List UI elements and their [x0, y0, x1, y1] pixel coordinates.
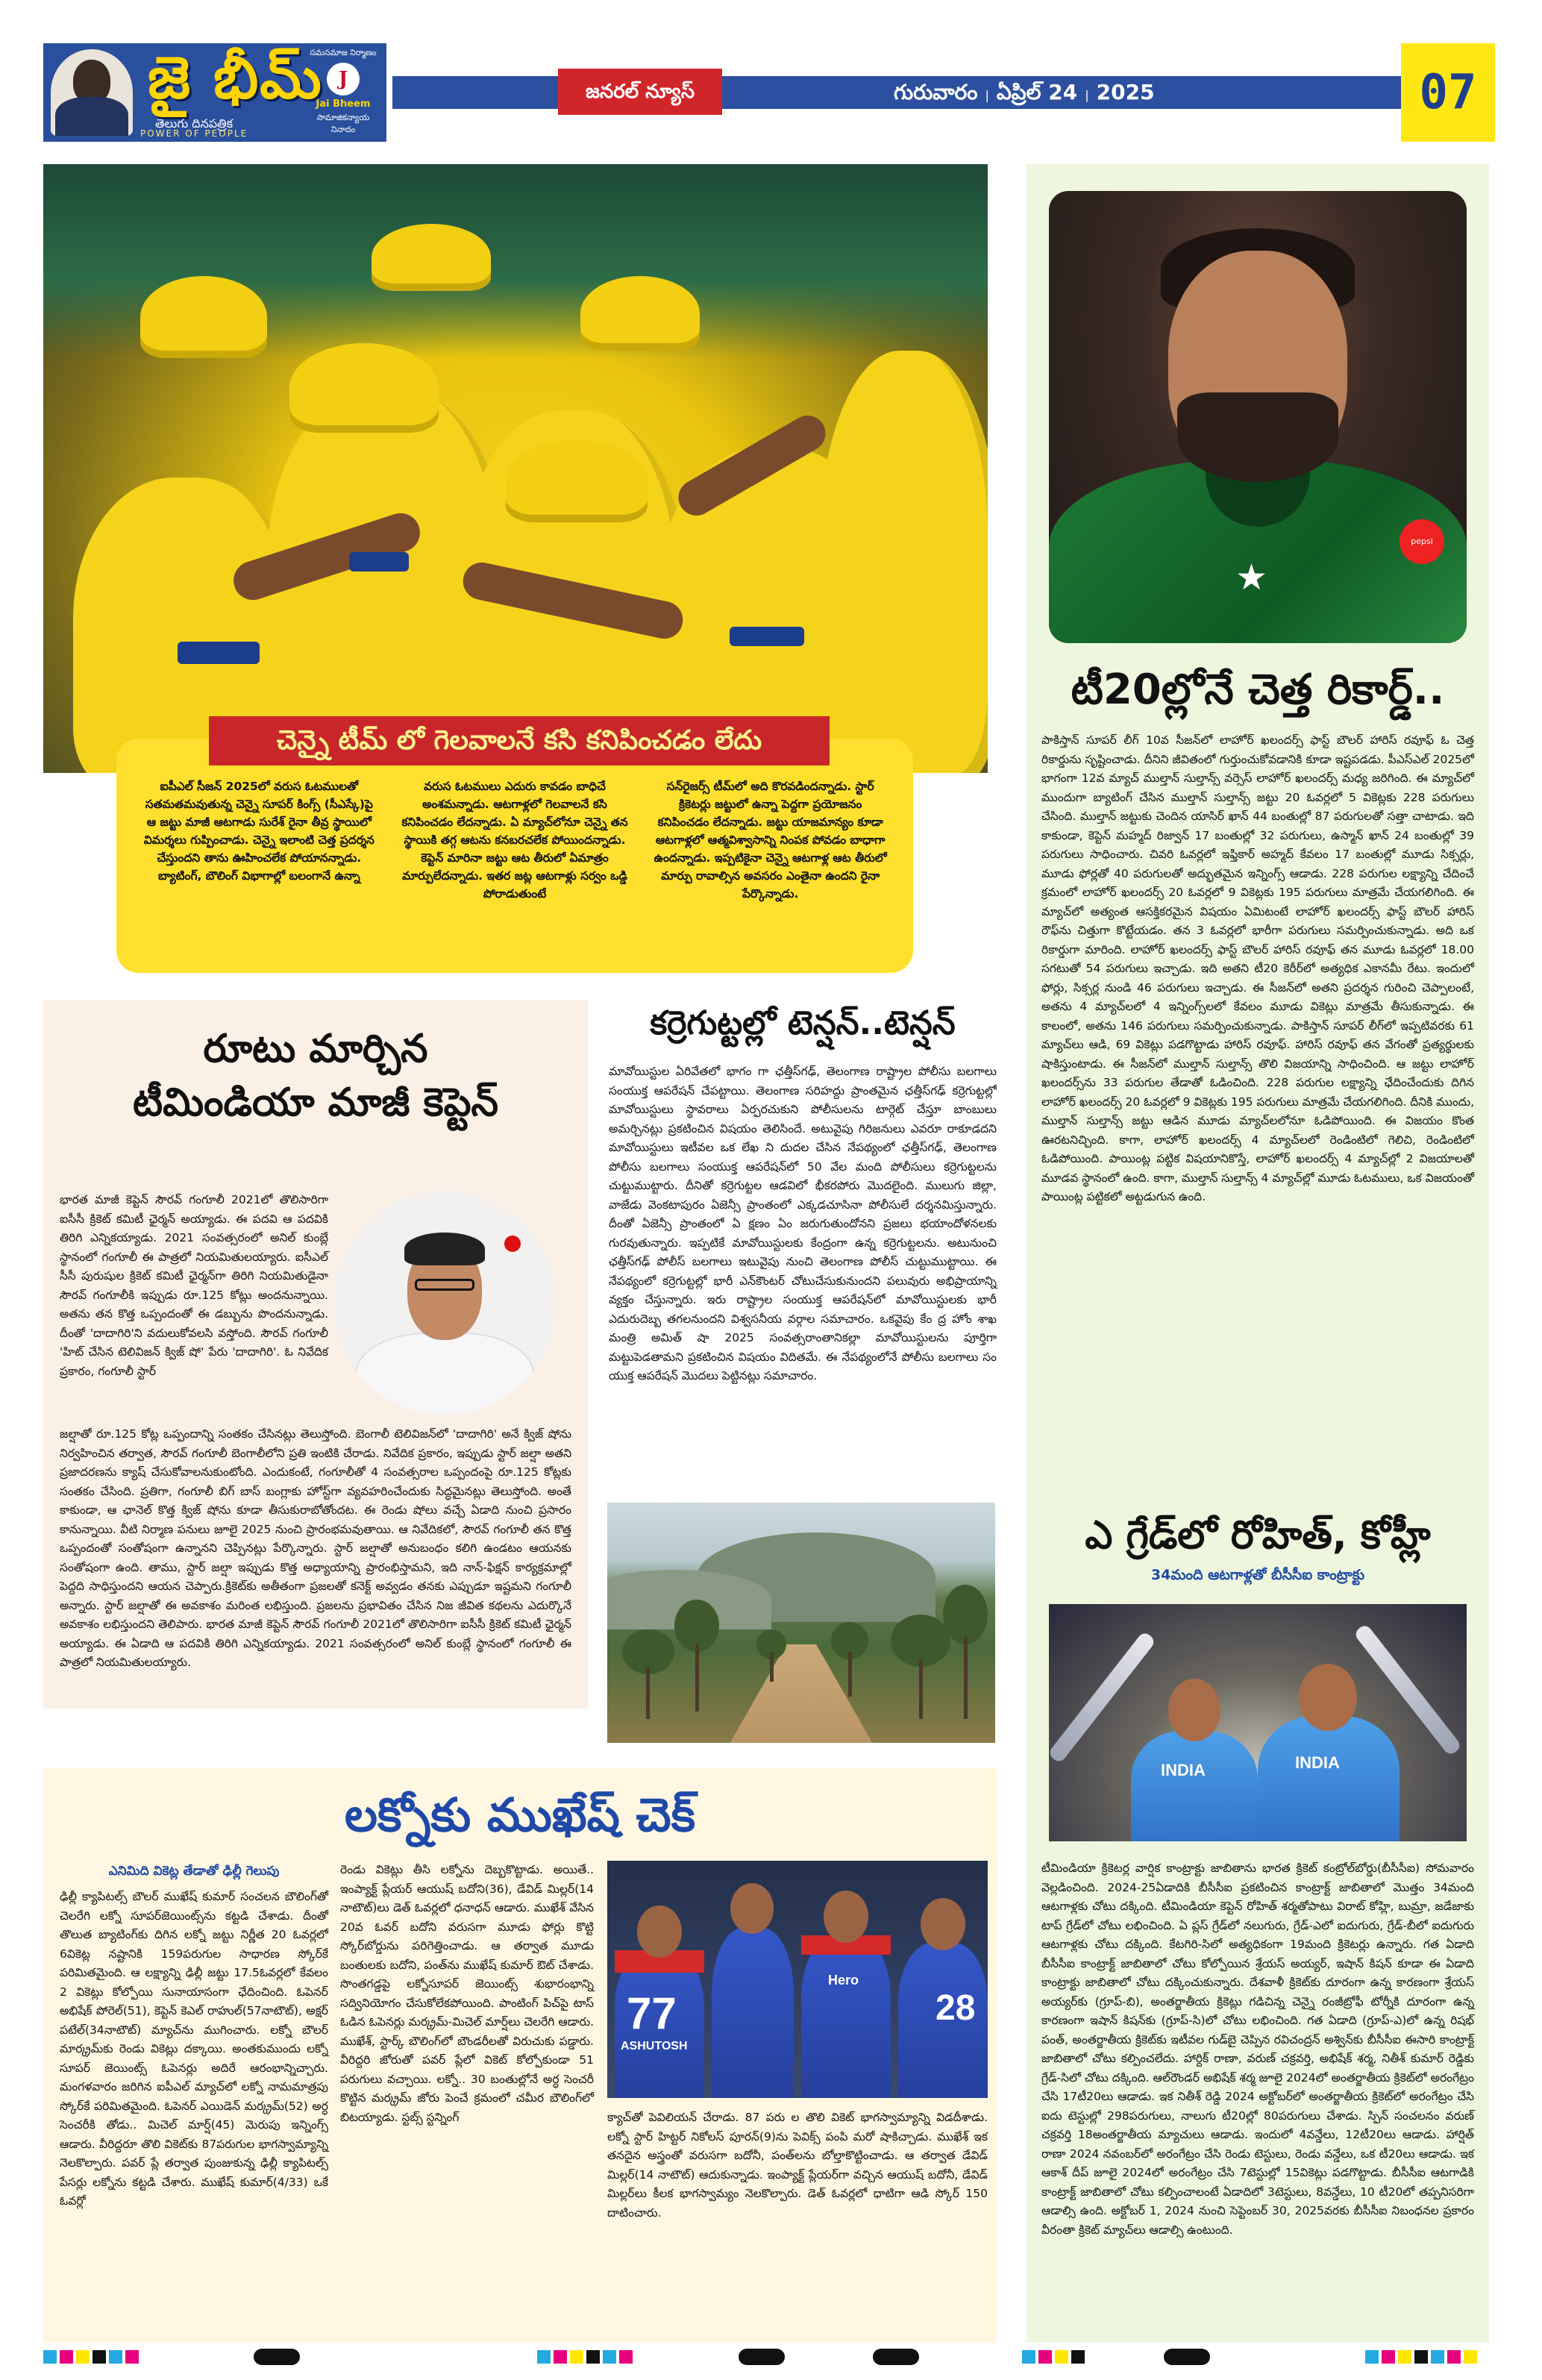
- section-tab[interactable]: జనరల్ న్యూస్: [558, 69, 722, 115]
- print-register-mark: [1164, 2349, 1210, 2365]
- grade-subheadline: 34మంది ఆటగాళ్లతో బీసీసీఐ కాంట్రాక్టు: [1150, 1567, 1365, 1583]
- csk-story-col-2: వరుస ఓటములు ఎదురు కావడం బాధిచే అంశమన్నాడు. ఆటగాళ్లలో గెలవాలనే కసి కనిపించడం లేదన్నాడు. ఏ మ్యాచ్‌లోనూ చెన్నై తన స్థాయికి తగ్గ ఆటను కనబరచలేక పోయిందన్నాడు. కెప్టెన్ మారినా జట్టు ఆట తీరులో ఏమాత్రం మార్పులేదన్నాడు. ఇతర జట్ల ఆటగాళ్లు సర్వం ఒడ్డి పోరాడుతుంటే: [401, 780, 628, 901]
- haris-rauf-photo: [1049, 191, 1467, 643]
- jersey-sponsor: Hero: [828, 1973, 859, 1988]
- mukesh-article-body-bottom: క్యాచ్‌తో పెవిలియన్ చేరాడు. 87 పరు ల తొలి వికెట్ భాగస్వామ్యాన్ని విడదీశాడు. లక్నో స్టార్ హిట్టర్ నికోలస్ పూరన్(9)ను పెవిక్స్ పంపి మరో షాకిచ్చాడు. ముఖేశ్ ఇక తనదైన అస్త్రంతో వరుసగా బదోనీ, పంత్‌లను బోల్తాకొట్టించాడు. ఆ తర్వాత డేవిడ్ మిల్లర్(14 నాటౌట్) ఆదుకున్నాడు. ఇంప్యాక్ట్ ప్లేయర్‌గా వచ్చిన ఆయుష్ బదోనీ, డేవిడ్ మిల్లర్‌లు కీలక భాగస్వామ్యం నెలకొల్పారు. డెత్ ఓవర్లలో ధాటిగా ఆడి స్కోర్ 150 దాటించారు.: [607, 2111, 988, 2220]
- newspaper-logo[interactable]: [43, 43, 386, 142]
- pakistan-star-icon: ★: [1235, 557, 1268, 598]
- cricket-ball-icon: [504, 1236, 521, 1252]
- issue-date: [894, 76, 1155, 109]
- page-number: 07: [1401, 43, 1495, 142]
- print-color-marks: [43, 2350, 139, 2364]
- mukesh-headline[interactable]: లక్నోకు ముఖేష్ చెక్: [345, 1788, 695, 1842]
- jersey-number: 28: [935, 1988, 976, 2028]
- logo-side-bottom: సామాజికన్యాయ నినాదం: [316, 113, 370, 134]
- ganguly-headline[interactable]: [43, 1022, 588, 1130]
- masthead: [43, 43, 1495, 142]
- ganguly-article-body-bottom: జల్షాతో రూ.125 కోట్ల ఒప్పందాన్ని సంతకం చేసినట్లు తెలుస్తోంది. బెంగాలీ టెలివిజన్‌లో 'దాదాగిరి' అనే క్విజ్ షోను నిర్వహించిన తర్వాత, సౌరవ్ గంగూలీ బెంగాలీలోని ప్రతి ఇంటికి చేరాడు. నివేదిక ప్రకారం, ఇప్పుడు స్టార్ జల్షా అతని ప్రజాదరణను క్యాష్ చేసుకోవాలనుకుంటోంది. ఎందుకంటే, గంగూలీతో 4 సంవత్సరాల ఒప్పందంపై రూ.125 కోట్లకు సంతకం చేసింది. ప్రతిగా, గంగూలీ బిగ్ బాస్ బంగ్లాకు హోస్ట్‌గా వ్యవహరించేందుకు సిద్ధమైనట్లు తెలుస్తోంది. అంతే కాకుండా, ఆ ఛానెల్ కొత్త క్విజ్ షోను కూడా తీసుకురాబోతోందట. ఈ రెండు షోలు వచ్చే ఏడాది నుంచి ప్రసారం కానున్నాయి. వీటి నిర్మాణ పనులు జూలై 2025 నుంచి ప్రారంభమవుతాయి. ఆ నివేదికలో, సౌరవ్ గంగూలీ తన కొత్త ఒప్పందంతో సంతోషంగా ఉన్నానని చెప్పినట్లు పేర్కొన్నారు. స్టార్ జల్షాతో అనుబంధం కలిగి ఉండటం ఆయనకు సంతోషంగా ఉంది. తాము, స్టార్ జల్షా ఇప్పుడు కొత్త అధ్యాయాన్ని ప్రారంభిస్తామని, ఇది నాన్-ఫిక్షన్ కార్యక్రమాల్లో పెద్దది సాధిస్తుందని ఆయన చెప్పారు.క్రికెట్‌కు అతీతంగా ప్రజలతో కనెక్ట్ అవ్వడం తనకు ఎప్పుడూ ఇష్టమని గంగూలీ అన్నారు. స్టార్ జల్షాతో ఈ అవకాశం మరింత లభిస్తుంది. ప్రజలను ప్రభావితం చేసిన నిజ జీవిత కథలను ఎదుర్కొనే అవకాశం లభిస్తుందని తెలిపారు. భారత మాజీ కెప్టెన్ సౌరవ్ గంగూలీ 2021లో తొలిసారిగా ఐసీసీ క్రికెట్ కమిటీ ఛైర్మన్ అయ్యాడు. ఈ ఏడాది ఆ పదవికి తిరిగి ఎన్నికయ్యాడు. 2021 సంవత్సరంలో అనిల్ కుంబ్లే స్థానంలో గంగూలీ ఈ పాత్రలో నియమితులయ్యారు.: [60, 1427, 571, 1669]
- print-color-marks: [537, 2350, 633, 2364]
- sourav-ganguly-photo: [333, 1191, 557, 1415]
- logo-side-brand: Jai Bheem: [316, 98, 371, 110]
- grade-headline[interactable]: ఎ గ్రేడ్‌లో రోహిత్, కోహ్లీ: [1085, 1513, 1431, 1558]
- karregutta-headline[interactable]: కర్రెగుట్టల్లో టెన్షన్..టెన్షన్: [650, 1004, 956, 1042]
- csk-team-huddle-photo: [43, 164, 988, 773]
- logo-title: జై భీమ్: [148, 45, 323, 112]
- ganguly-headline-line-2: టీమిండియా మాజీ కెప్టెన్: [132, 1080, 499, 1125]
- date-separator: |: [1085, 88, 1089, 102]
- date-separator: |: [985, 88, 989, 102]
- issue-month: ఏప్రిల్: [996, 80, 1041, 104]
- print-register-mark: [254, 2349, 300, 2365]
- csk-headline[interactable]: చెన్నై టీమ్ లో గెలవాలనే కసి కనిపించడం లేదు: [209, 716, 830, 765]
- logo-side-block: [304, 48, 382, 137]
- india-jersey-text: INDIA: [1295, 1753, 1340, 1772]
- jersey-name: ASHUTOSH: [621, 2040, 688, 2052]
- issue-date-number: 24: [1048, 80, 1078, 104]
- csk-story-box: [116, 739, 913, 973]
- jersey-number: 77: [627, 1988, 677, 2038]
- ganguly-article-body-top: భారత మాజీ కెప్టెన్ సౌరవ్ గంగూలీ 2021లో తొలిసారిగా ఐసీసీ క్రికెట్ కమిటీ ఛైర్మన్ అయ్యాడు. ఈ పదవి ఆ పదవికి తిరిగి ఎన్నికయ్యాడు. 2021 సంవత్సరంలో అనిల్ కుంబ్లే స్థానంలో గంగూలీ ఈ పాత్రలో నియమితులయ్యారు. ఐసీఎల్ సీసీ పురుషుల క్రికెట్ కమిటీ ఛైర్మన్‌గా తిరిగి నియమితుడైనా సౌరవ్ గంగూలీకి ఇప్పుడు రూ.125 కోట్లు అందనున్నాయి. అతను తన కొత్త ఒప్పందంతో ఈ డబ్బును పొందనున్నాడు. దీంతో 'దాదాగిరి'ని వదులుకోవలసి వస్తోంది. సౌరవ్ గంగూలీ 'హిట్ చేసిన టెలివిజన్ క్విజ్ షో' పేరు 'దాదాగిరి'. ఓ నివేదిక ప్రకారం, గంగూలీ స్టార్: [60, 1193, 328, 1378]
- forest-road-photo: [607, 1503, 995, 1743]
- ganguly-headline-line-1: రూటు మార్చిన: [203, 1027, 428, 1071]
- right-column: [1027, 164, 1489, 2343]
- print-color-marks: [1022, 2350, 1085, 2364]
- grade-article-body: టీమిండియా క్రికెటర్ల వార్షిక కాంట్రాక్టు జాబితాను భారత క్రికెట్ కంట్రోల్‌బోర్డు(బీసీసీఐ) సోమవారం వెల్లడించింది. 2024-25ఏడాదికి బీసీసీఐ ప్రకటించిన కాంట్రాక్ట్ జాబితాలో మొత్తం 34మంది ఆటగాళ్లకు చోటు దక్కింది. టీమిండియా కెప్టెన్ రోహిత్ శర్మతోపాటు విరాట్ కోహ్లి, బుమ్రా, జడేజాకు టాప్ గ్రేడ్‌లో చోటు లభించింది. ఏ ప్లస్ గ్రేడ్‌లో నలుగురు, గ్రేడ్-ఎలో ఐదుగురు, గ్రేడ్-బీలో ఐదుగురు ఆటగాళ్లకు చోటు దక్కింది. కేటగిరి-సిలో అత్యధికంగా 19మంది క్రికెటర్లు ఉన్నారు. గత ఏడాది బీసీసీఐ కాంట్రాక్ట్ జాబితాలో చోటు కోల్పోయిన శ్రేయస్ అయ్యర్, ఇషాన్ కిషన్ కూడా ఈ ఏడాది కాంట్రాక్టు జాబితాలో చోటు దక్కించుకున్నారు. దేశవాళీ క్రికెట్‌కు దూరంగా ఉన్న కారణంగా శ్రేయస్ అయ్యర్‌కు (గ్రూప్-బి), అంతర్జాతీయ క్రికెట్లు గడిచిన్న చెన్నై రంజీట్రోఫీ టోర్నీకి దూరంగా ఉన్న కారణంగా ఇషాన్ కిషన్‌కు (గ్రూప్-సి)లో చోటు లభించింది. గత ఏడాది (గ్రూప్-ఎ)లో ఉన్న రిషభ్ పంత్, అంతర్జాతీయ క్రికెట్‌కు ఇటీవల గుడ్‌బై చెప్పిన రవిచంద్రన్ అశ్విన్‌కు బీసీసీఐ ఈసారి కాంట్రాక్ట్ జాబితాలో చోటు కల్పించలేదు. హార్దిక్ రాణా, వరుణ్ చక్రవర్తి, అభిషేక్ శర్మ, నితీశ్ కుమార్ రెడ్డికు గ్రేడ్-సిలో చోటు దక్కింది. ఆల్‌రౌండర్ అభిషేక్ శర్మ జూలై 2024లో అంతర్జాతీయ క్రికెట్‌లో అరంగేట్రం చేసి 17టీ20లు ఆడాడు. ఇక నితీశ్ రెడ్డి 2024 అక్టోబర్‌లో అంతర్జాతీయ క్రికెట్‌లో అరంగేట్రం చేసి ఐదు టెస్టుల్లో 298పరుగులు, నాలుగు టీ20ల్లో 80పరుగులు చేశాడు. స్పిన్ సంచలనం వరుణ్ చక్రవర్తి 18అంతర్జాతీయ మ్యాచులు ఆడాడు. ఇందులో 4వన్డేలు, 12టీ20లు ఆడాడు. హార్షిత్ రాణా 2024 నవంబర్‌లో అరంగేట్రం చేసి రెండు టెస్టులు, రెండు వన్డేలు, ఒక టీ20లు ఆడాడు. ఇక ఆకాశ్ దీప్ జూలై 2024లో అరంగేట్రం చేసి 7టెస్టుల్లో 15వికెట్లు పడగొట్టాడు. బీసీసీఐ ఆటగాడికి కాంట్రాక్ట్ జాబితాలో చోటు కల్పించాలంటే ఏడాదిలో 3టెస్టులు, 8వన్డేలు, 10 టీ20లో తప్పనిసరిగా ఆడాల్సి ఉంది. అక్టోబర్ 1, 2024 నుంచి సెప్టెంబర్ 30, 2025వరకు బీసీసీఐ నిబంధనల ప్రకారం వీరంతా క్రికెట్ మ్యాచ్‌లు ఆడాల్సి ఉంటుంది.: [1041, 1861, 1474, 2237]
- csk-story-col-3: సన్‌రైజర్స్ టీమ్‌లో అది కొరవడిందన్నాడు. స్టార్ క్రికెటర్లు జట్టులో ఉన్నా పెద్దగా ప్రయోజనం కనిపించడం లేదన్నాడు. జట్టు యాజమాన్యం కూడా ఆటగాళ్లలో ఆత్మవిశ్వాసాన్ని నింపక పోవడం బాధాగా ఉందన్నాడు. ఇప్పటికైనా చెన్నై ఆటగాళ్ల ఆట తీరులో మార్పు రావాల్సిన అవసరం ఎంతైనా ఉందని రైనా పేర్కొన్నాడు.: [654, 780, 887, 901]
- jai-bheem-mark-icon: J: [327, 63, 360, 95]
- india-jersey-text: INDIA: [1161, 1761, 1206, 1779]
- ganguly-story: [43, 1000, 588, 1709]
- logo-subtitle: తెలుగు దినపత్రిక: [155, 116, 234, 131]
- mukesh-story: [43, 1768, 997, 2343]
- delhi-capitals-players-photo: [607, 1861, 988, 2098]
- print-register-mark: [873, 2349, 919, 2365]
- print-color-marks: [1365, 2350, 1477, 2364]
- logo-side-top: సమసమాజ నిర్మాణం: [310, 48, 377, 57]
- mukesh-article-body-left: ఢిల్లీ క్యాపిటల్స్ బౌలర్ ముఖేష్ కుమార్ సంచలన బౌలింగ్‌తో చెలరేగి లక్నో సూపర్‌జెయింట్స్‌ను కట్టడి చేశాడు. దీంతో తొలుత బ్యాటింగ్‌కు దిగిన లక్నో జట్టు నిర్ణీత 20 ఓవర్లలో 6వికెట్ల నష్టానికి 159పరుగుల సాధారణ స్కోర్‌కే పరిమితమైంది. ఆ లక్ష్యాన్ని ఢిల్లీ జట్టు 17.5ఓవర్లలో కేవలం 2 వికెట్లు కోల్పోయి సునాయాసంగా ఛేదించింది. ఓపెనర్ అభిషేక్ పోరెల్(51), కెప్టెన్ కెఎల్ రాహుల్(57నాటౌట్), అక్షర్ పటేల్(34నాటౌట్) మ్యాచ్‌ను ముగించారు. లక్నో బౌలర్ మార్క్రమ్‌కు రెండు వికెట్లు దక్కాయి. అంతకుముందు లక్నో సూపర్ జెయింట్స్ ఓపెనర్లు అదిరే ఆరంభాన్నిచ్చారు. మంగళవారం జరిగిన ఐపీఎల్ మ్యాచ్‌లో లక్నో నామమాత్రపు స్కోర్‌కే పరిమితమైంది. ఓపెనర్ ఎయిడెన్ మర్క్రమ్(52) అర్ధ సెంచరీకి తోడు.. మిచెల్ మార్ష్(45) మెరుపు ఇన్నింగ్స్ ఆడారు. వీరిద్దరూ తొలి వికెట్‌కు 87పరుగుల భాగస్వామ్యాన్ని నెలకొల్పారు. పవర్ ప్లే తర్వాత పుంజుకున్న ఢిల్లీ క్యాపిటల్స్ పేసర్లు లక్నోను కట్టడి చేశారు. ముఖేష్ కుమార్(4/33) ఒకే ఓవర్లో: [60, 1890, 328, 2208]
- jersey-sponsor-logo: pepsi: [1400, 519, 1444, 564]
- karregutta-article-body: మావోయిస్టుల ఏరివేతలో భాగం గా ఛత్తీస్‌గఢ్, తెలంగాణ రాష్ట్రాల పోలీసు బలగాలు సంయుక్త ఆపరేషన్ చేపట్టాయి. తెలంగాణ సరిహద్దు ప్రాంతమైన ఛత్తీస్‌గఢ్ కర్రెగుట్టల్లో మావోయిస్టులు స్థావరాలు ఏర్పరచుకుని పోలీసులను టార్గెట్ చేస్తూ బాంబులు అమర్చినట్లు ప్రకటించిన విషయం తెలిసిందే. అటువైపు గిరిజనులు ఎవరూ రాకూడదని మావోయిస్టులు ఇటీవల ఒక లేఖ ని దుదల చేసిన నేపథ్యంలో ఛత్తీస్‌గఢ్, తెలంగాణ పోలీసు బలగాలు సంయుక్త ఆపరేషన్‌లో 50 వేల మంది పోలీసులు కర్రెగుట్టలను చుట్టుముట్టారు. దీనితో కర్రెగుట్టల ఆడవిలో భీకరపోరు మొదలైంది. ములుగు జిల్లా, వాజేడు వెంకటాపురం ఏజెన్సీ ప్రాంతంలో ఎక్కడచూసినా పోలీసులే దర్శనమిస్తున్నారు. దీంతో ఏజెన్సీ ప్రాంతంలో ఏ క్షణం ఏం జరుగుతుందోనని ప్రజలు భయాందోళనలకు గురవుతున్నారు. ఇప్పటికే మావోయిస్టులకు కేంద్రంగా ఉన్న కర్రెగుట్టలను. అటునుంచి ఛత్తీస్‌గఢ్ పోలీస్ బలగాలు ఇటువైపు నుంచి తెలంగాణ పోలీస్ చుట్టుముట్టాయి. ఈ నేపథ్యంలో కర్రెగుట్టల్లో భారీ ఎన్‌కౌంటర్ చోటుచేసుకునుందని పలువురు అభిప్రాయాన్ని వ్యక్తం చేస్తున్నారు. ఇరు రాష్ట్రాల సంయుక్త ఆపరేషన్‌లో మావోయిస్టులకు భారీ ఎదురుదెబ్బ తగలనుందని విశ్వసనీయ వర్గాల సమాచారం. ఒకవైపు కేం ద్ర హోం శాఖ మంత్రి అమిత్ షా 2025 సంవత్సరాంతానికల్లా మావోయిస్టులను పూర్తిగా మట్టుపెడతామని ప్రకటించిన విషయం విదితమే. ఈ నేపథ్యంలోనే పోలీసు బలగాలు సం యుక్త ఆపరేషన్ మొదలు పెట్టినట్లు సమాచారం.: [609, 1065, 997, 1382]
- rauf-headline[interactable]: టీ20ల్లోనే చెత్త రికార్డ్..: [1071, 666, 1445, 714]
- mukesh-article-body-mid: రెండు వికెట్లు తీసి లక్నోను దెబ్బకొట్టాడు. అయితే.. ఇంప్యాక్ట్ ప్లేయర్ ఆయుష్ బదోని(36), డేవిడ్ మిల్లర్(14 నాటౌట్)లు డెత్ ఓవర్లలో ధనాధన్ ఆడారు. ముఖేశ్ వేసిన 20వ ఓవర్ బదోని వరుసగా మూడు ఫోర్లు కొట్టి స్కోర్‌బోర్డును పరిగెత్తించాడు. ఆ తర్వాత మూడు బంతులకు బదోని, పంత్‌ను ముఖేష్ కుమార్ ఔట్ చేశాడు. సొంతగడ్డపై లక్నోసూపర్ జెయింట్స్ శుభారంభాన్ని సద్వినియోగం చేసుకోలేకపోయింది. పాంటింగ్ పిచ్‌పై టాస్ ఓడిన ఓపెనర్లు మర్క్రమ్-మిచెల్ మార్ష్‌లు చెలరేగి ఆడారు. ముఖేశ్, స్టార్క్ బౌలింగ్‌లో బౌండరీలతో విరుచుకు పడ్డారు. వీరిద్దరి జోరుతో పవర్ ప్లేలో వికెట్ కోల్పోకుండా 51 పరుగులు వచ్చాయి. లక్నో.. 30 బంతుల్లోనే అర్ధ సెంచరీ కొట్టిన మర్క్రమ్ జోరు పెంచే క్రమంలో చమీర బౌలింగ్‌లో బిటయ్యాడు. స్టబ్స్ స్టన్నింగ్: [340, 1863, 594, 2124]
- issue-day: గురువారం: [894, 80, 978, 104]
- rohit-kohli-trophy-photo: [1049, 1604, 1467, 1841]
- logo-tagline: POWER OF PEOPLE: [140, 128, 248, 139]
- rauf-article-body: పాకిస్తాన్ సూపర్ లీగ్ 10వ సీజన్‌లో లాహోర్ ఖలందర్స్ ఫాస్ట్ బౌలర్ హారిస్ రవూఫ్ ఓ చెత్త రికార్డును సృష్టించాడు. దీనిని జీవితంలో గుర్తుంచుకోవడానికి కూడా ఇష్టపడడు. పీఎస్ఎల్ 2025లో భాగంగా 12వ మ్యాచ్ ముల్తాన్ సుల్తాన్స్ వర్సెస్ లాహోర్ ఖలందర్స్ మధ్య జరిగింది. ఈ మ్యాచ్‌లో ముందుగా బ్యాటింగ్ చేసిన ముల్తాన్ సుల్తాన్స్ జట్టు 20 ఓవర్లలో 5 వికెట్లకు 228 పరుగులు చేసింది. ముల్తాన్ జట్టుకు చెందిన యాసిర్ ఖాన్ 44 బంతుల్లో 87 పరుగులతో సత్తా చాటాడు. ఇది కాకుండా, కెప్టెన్ మహ్మద్ రిజ్వాన్ 17 బంతుల్లో 32 పరుగులు, ఉస్మాన్ ఖాన్ 24 బంతుల్లో 39 పరుగులు సాధించారు. చివరి ఓవర్లలో ఇఫ్తికార్ అహ్మద్ కేవలం 17 బంతుల్లో మూడు సిక్సర్లు, మూడు ఫోర్లతో 40 పరుగులతో అద్భుతమైన ఇన్నింగ్స్ ఆడాడు. 228 పరుగుల లక్ష్యాన్ని చేదించే క్రమంలో లాహోర్ ఖలందర్స్ 20 ఓవర్లలో 9 వికెట్లకు 195 పరుగులు మాత్రమే చేయగలిగింది. ఈ మ్యాచ్‌లో అత్యంత ఆసక్తికరమైన విషయం ఏమిటంటే లాహోర్ ఖలందర్స్ ఫాస్ట్ బౌలర్ హారిస్ రౌఫ్‌ను చిత్తుగా కొట్టేయడం. తన 3 ఓవర్లలో భారీగా పరుగులు సమర్పించుకున్నాడు. అది ఒక రికార్డుగా మారింది. లాహోర్ ఖలందర్స్ ఫాస్ట్ బౌలర్ హారిస్ రవూఫ్ తన మూడు ఓవర్లలో 18.00 సగటుతో 54 పరుగులు ఇచ్చాడు. ఇది అతని టీ20 కెరీర్‌లో అత్యధిక ఎకానమీ రేటు. ఇందులో ఫోర్లు, సిక్సర్ల నుండి 46 పరుగులు ఇచ్చాడు. ఈ సీజన్‌లో అతని ప్రదర్శన గురించి చెప్పాలంటే, అతను 4 మ్యాచ్‌లలో 4 ఇన్నింగ్స్‌లలో కేవలం మూడు వికెట్లు మాత్రమే తీసుకున్నాడు. ఈ కాలంలో, అతను 146 పరుగులు సమర్పించుకున్నాడు. పాకిస్తాన్ సూపర్ లీగ్‌లో ఇప్పటివరకు 61 మ్యాచ్‌లు ఆడి, 69 వికెట్లు పడగొట్టాడు హారిస్ రవూఫ్. హారిస్ రవూఫ్ తన వేగంతో ప్రత్యర్థులకు షాకిస్తుంటాడు. ఈ సీజన్‌లో ముల్తాన్ సుల్తాన్స్ తొలి విజయాన్ని సాధించింది. ఆ జట్టు లాహోర్ ఖలందర్స్‌ను 33 పరుగుల తేడాతో ఓడించింది. 228 పరుగుల లక్ష్యాన్ని ఛేదించేందుకు దిగిన లాహోర్ ఖలందర్స్ 20 ఓవర్లలో 9 వికెట్లకు 195 పరుగులు మాత్రమే చేయగలిగింది. దీనికి ముందు, ముల్తాన్ సుల్తాన్స్ జట్టు ఆడిన మూడు మ్యాచ్‌లలోనూ ఓడిపోయింది. ఈ విజయం కొంత ఊరటనిచ్చింది. కాగా, లాహోర్ ఖలందర్స్ 4 మ్యాచ్‌లలో రెండింటిలో గెలిచి, రెండింటిలో ఓడిపోయింది. పాయింట్ల పట్టిక విషయానికొస్తే, లాహోర్ ఖలందర్స్ 4 మ్యాచ్‌ల్లో 2 విజయాలతో మూడవ స్థానంలో ఉంది. కాగా, ముల్తాన్ సుల్తాన్స్ 4 మ్యాచ్‌ల్లో మూడు ఓటములు, ఒక విజయంతో పాయింట్ల పట్టికలో అట్టడుగున ఉంది.: [1041, 733, 1474, 1203]
- csk-story-col-1: ఐపీఎల్ సీజన్ 2025లో వరుస ఓటములతో సతమతమవుతున్న చెన్నై సూపర్ కింగ్స్ (సీఎస్కే)పై ఆ జట్టు మాజీ ఆటగాడు సురేశ్ రైనా తీవ్ర స్థాయిలో విమర్శలు గుప్పించాడు. చెన్నై ఇలాంటి చెత్త ప్రదర్శన చేస్తుందని తాను ఊహించలేక పోయానన్నాడు. బ్యాటింగ్, బౌలింగ్ విభాగాల్లో బలంగానే ఉన్నా: [143, 780, 374, 883]
- ambedkar-portrait: [51, 49, 133, 136]
- issue-year: 2025: [1096, 80, 1155, 104]
- print-register-mark: [739, 2349, 785, 2365]
- mukesh-subheadline: ఎనిమిది వికెట్ల తేడాతో ఢిల్లీ గెలుపు: [108, 1864, 280, 1879]
